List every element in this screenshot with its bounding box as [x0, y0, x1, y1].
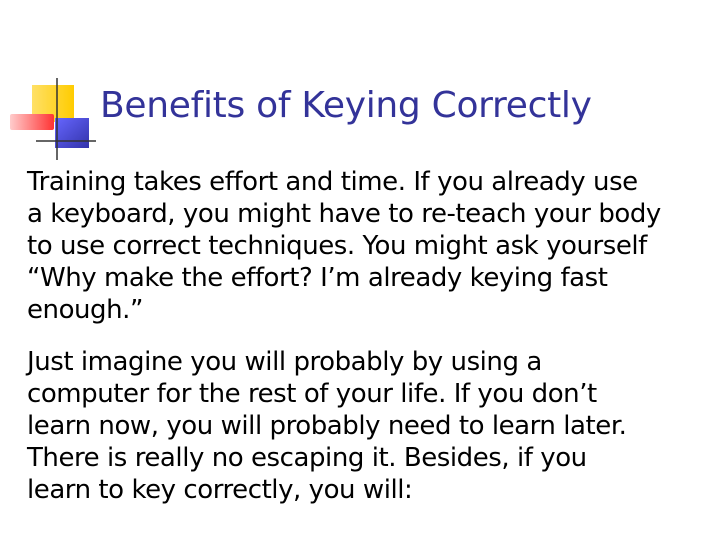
paragraph-2-line: learn now, you will probably need to learn later.: [27, 411, 627, 441]
paragraph-2-line: Just imagine you will probably by using a: [27, 347, 542, 377]
slide-title: Benefits of Keying Correctly: [100, 85, 592, 126]
paragraph-1-line: “Why make the effort? I’m already keying fast: [27, 263, 608, 293]
paragraph-1-line: Training takes effort and time. If you already use: [27, 167, 638, 197]
paragraph-1-line: enough.”: [27, 295, 143, 325]
paragraph-1: [27, 166, 717, 326]
paragraph-2: [27, 346, 717, 506]
paragraph-2-line: computer for the rest of your life. If you don’t: [27, 379, 597, 409]
paragraph-2-line: There is really no escaping it. Besides, if you: [27, 443, 587, 473]
paragraph-2-line: learn to key correctly, you will:: [27, 475, 413, 505]
decorative-squares-logo-icon: [0, 0, 100, 170]
paragraph-1-line: a keyboard, you might have to re-teach your body: [27, 199, 661, 229]
paragraph-1-line: to use correct techniques. You might ask yourself: [27, 231, 647, 261]
